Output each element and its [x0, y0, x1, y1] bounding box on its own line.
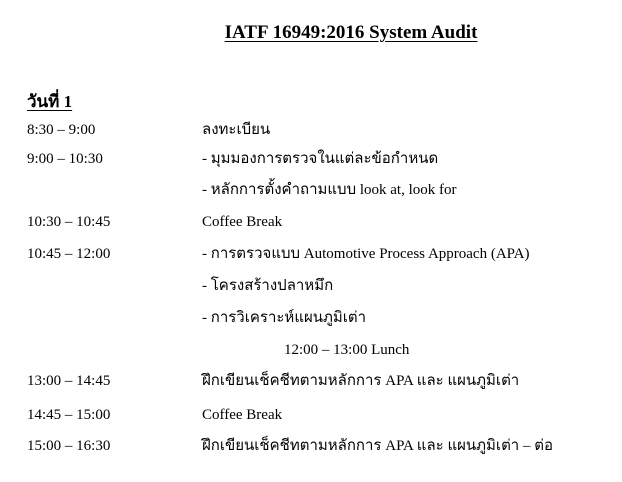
- schedule-row: [0, 241, 622, 267]
- schedule-row: [0, 368, 622, 394]
- day-heading: วันที่ 1: [27, 92, 73, 111]
- schedule-activity: 12:00 – 13:00 Lunch: [284, 342, 410, 358]
- schedule-activity: - การวิเคราะห์แผนภูมิเต่า: [202, 310, 367, 326]
- schedule-activity: - มุมมองการตรวจในแต่ละข้อกำหนด: [202, 151, 439, 167]
- schedule-activity: Coffee Break: [202, 214, 283, 230]
- schedule-row: [0, 146, 622, 172]
- schedule-time: 10:45 – 12:00: [27, 246, 111, 262]
- schedule-time: 10:30 – 10:45: [27, 214, 111, 230]
- schedule-time: 15:00 – 16:30: [27, 438, 111, 454]
- schedule-activity: ลงทะเบียน: [202, 122, 271, 138]
- schedule-time: 13:00 – 14:45: [27, 373, 111, 389]
- schedule-row: [0, 305, 622, 331]
- schedule-row: [0, 433, 622, 459]
- schedule-activity: - การตรวจแบบ Automotive Process Approach (APA): [202, 246, 530, 262]
- schedule-row: [0, 273, 622, 299]
- schedule-activity: ฝึกเขียนเช็คชีทตามหลักการ APA และ แผนภูมิเต่า: [202, 373, 520, 389]
- schedule-time: 8:30 – 9:00: [27, 122, 96, 138]
- schedule-row: [0, 402, 622, 428]
- document-title: IATF 16949:2016 System Audit: [224, 22, 478, 43]
- schedule-activity: Coffee Break: [202, 407, 283, 423]
- schedule-activity: - โครงสร้างปลาหมึก: [202, 278, 334, 294]
- schedule-row-lunch: [0, 337, 622, 363]
- schedule-row: [0, 117, 622, 143]
- schedule-row: [0, 177, 622, 203]
- schedule-time: 14:45 – 15:00: [27, 407, 111, 423]
- schedule-activity: - หลักการตั้งคำถามแบบ look at, look for: [202, 182, 457, 198]
- schedule-time: 9:00 – 10:30: [27, 151, 103, 167]
- schedule-activity: ฝึกเขียนเช็คชีทตามหลักการ APA และ แผนภูมิเต่า – ต่อ: [202, 438, 553, 454]
- schedule-row: [0, 209, 622, 235]
